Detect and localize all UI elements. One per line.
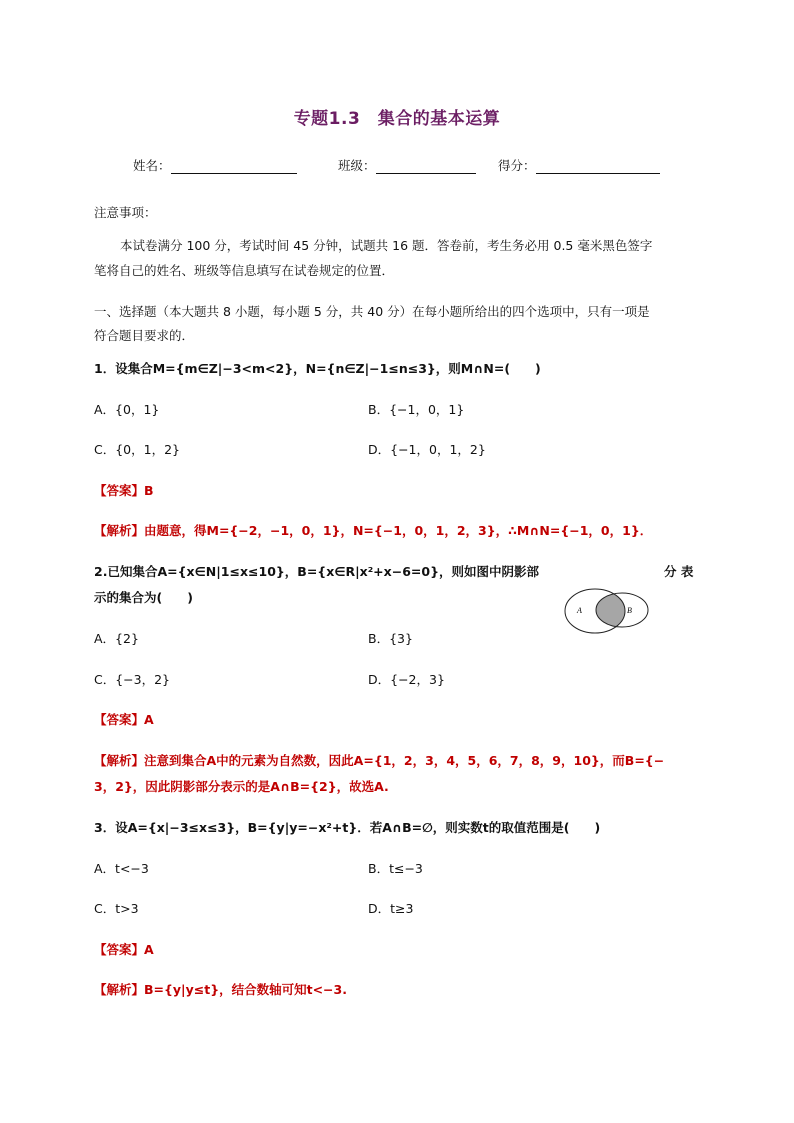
q1-option-d: D．{−1，0，1，2}	[368, 442, 486, 457]
q3-analysis: 【解析】B={y|y≤t}，结合数轴可知t<−3.	[94, 982, 347, 997]
q2-analysis-line-2: 3，2}，因此阴影部分表示的是A∩B={2}，故选A.	[94, 779, 389, 794]
q2-option-c: C．{−3，2}	[94, 672, 171, 687]
q2-analysis-line-1: 【解析】注意到集合A中的元素为自然数，因此A={1，2，3，4，5，6，7，8，9，10}，而B={−	[94, 753, 665, 768]
page-title: 专题1.3 集合的基本运算	[293, 109, 501, 129]
class-blank[interactable]	[376, 159, 476, 174]
q1-option-c: C．{0，1，2}	[94, 442, 180, 457]
q3-answer: 【答案】A	[94, 942, 154, 957]
score-blank[interactable]	[536, 159, 660, 174]
q3-stem: 3．设A={x|−3≤x≤3}，B={y|y=−x²+t}．若A∩B=∅，则实数t的取值范围是( )	[94, 820, 601, 835]
q1-answer: 【答案】B	[94, 483, 154, 498]
q2-stem-line-1-tail: 分 表	[664, 564, 694, 579]
q2-option-b: B．{3}	[368, 631, 413, 646]
notice-line-1: 本试卷满分 100 分，考试时间 45 分钟，试题共 16 题．答卷前，考生务必用 0.5 毫米黑色签字	[120, 238, 653, 253]
q2-option-d: D．{−2，3}	[368, 672, 445, 687]
notice-line-2: 笔将自己的姓名、班级等信息填写在试卷规定的位置．	[94, 263, 395, 278]
q1-analysis: 【解析】由题意，得M={−2，−1，0，1}，N={−1，0，1，2，3}，∴M∩N={−1，0，1}．	[94, 523, 653, 538]
notice-heading: 注意事项：	[94, 205, 157, 220]
q1-option-b: B．{−1，0，1}	[368, 402, 465, 417]
score-field	[498, 156, 660, 174]
class-field	[338, 156, 476, 174]
name-field	[133, 156, 297, 174]
section-heading-line-1: 一、选择题（本大题共 8 小题，每小题 5 分，共 40 分）在每小题所给出的四个选项中，只有一项是	[94, 304, 650, 319]
class-label: 班级：	[338, 158, 376, 173]
venn-label-b: B	[627, 606, 632, 615]
q3-option-d: D．t≥3	[368, 901, 414, 916]
q3-option-a: A．t<−3	[94, 861, 149, 876]
section-heading-line-2: 符合题目要求的．	[94, 328, 195, 343]
q2-stem-line-2: 示的集合为( )	[94, 590, 193, 605]
venn-label-a: A	[577, 606, 582, 615]
q3-option-b: B．t≤−3	[368, 861, 423, 876]
q2-stem-line-1: 2.已知集合A={x∈N|1≤x≤10}，B={x∈R|x²+x−6=0}，则如图中阴影部	[94, 564, 539, 579]
q2-answer: 【答案】A	[94, 712, 154, 727]
q3-option-c: C．t>3	[94, 901, 139, 916]
name-blank[interactable]	[171, 159, 297, 174]
venn-diagram	[560, 586, 652, 636]
q1-stem: 1．设集合M={m∈Z|−3<m<2}，N={n∈Z|−1≤n≤3}，则M∩N=( )	[94, 361, 541, 376]
q2-option-a: A．{2}	[94, 631, 139, 646]
name-label: 姓名：	[133, 158, 171, 173]
q1-option-a: A．{0，1}	[94, 402, 160, 417]
score-label: 得分：	[498, 158, 536, 173]
